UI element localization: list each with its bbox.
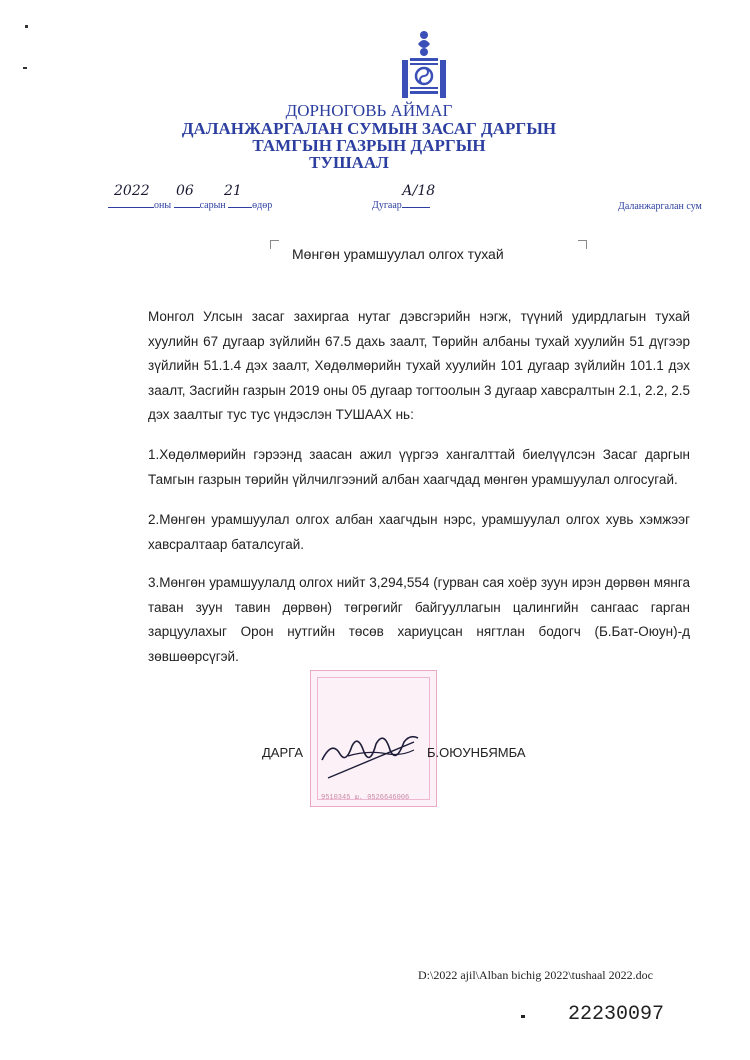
body-paragraph-1: Монгол Улсын засаг захиргаа нутаг дэвсгэрийн нэгж, түүний удирдлагын тухай хуулийн 67 дугаар зүйлийн 67.5 дахь заалт, Төрийн албаны тухай хуулийн 51 дүгээр зүйлийн 51.1.4 дэх заалт, Хөдөлмөрийн тухай хуулийн 101 дугаар зүйлийн 101.1 дэх заалт, Засгийн газрын 2019 оны 05 дугаар тогтоолын 3 дугаар хавсралтын 2.1, 2.2, 2.5 дэх заалтыг тус тус үндэслэн ТУШААХ нь: xyxy=(148,309,690,422)
title-corner xyxy=(578,240,587,249)
number-line xyxy=(372,183,436,211)
handwritten-signature-icon xyxy=(318,720,428,790)
soyombo-emblem-icon xyxy=(400,30,448,100)
date-day: 21 xyxy=(224,183,242,199)
header-department: ТАМГЫН ГАЗРЫН ДАРГЫН xyxy=(252,136,486,155)
date-year: 2022 xyxy=(114,183,150,199)
date-line xyxy=(108,183,273,211)
stamp-number: 9510345 ш. 0526646006 xyxy=(321,794,410,802)
place-label: Даланжаргалан сум xyxy=(618,201,702,212)
body-paragraph-3: 2.Мөнгөн урамшуулал олгох албан хаагчдын нэрс, урамшуулал олгох хувь хэмжээг хавсралтаар баталсугай. xyxy=(148,512,690,552)
order-number: А/18 xyxy=(402,183,436,199)
number-label: Дугаар xyxy=(372,200,402,211)
signer-role: ДАРГА xyxy=(262,745,303,760)
document-serial: 22230097 xyxy=(568,1003,665,1026)
scan-mark xyxy=(25,25,28,28)
signer-name: Б.ОЮУНБЯМБА xyxy=(427,745,526,760)
scan-mark xyxy=(23,67,27,69)
month-suffix: сарын xyxy=(199,200,226,211)
file-path: D:\2022 ajil\Alban bichig 2022\tushaal 2022.doc xyxy=(418,968,653,982)
year-suffix: оны xyxy=(154,200,172,211)
header-aimag: ДОРНОГОВЬ АЙМАГ xyxy=(285,101,453,120)
body-paragraph-2: 1.Хөдөлмөрийн гэрээнд заасан ажил үүргээ хангалттай биелүүлсэн Засаг даргын Тамгын газрын төрийн үйлчилгээний албан хаагчдад мөнгөн урамшуулал олгосугай. xyxy=(148,447,690,487)
body-paragraph-4: 3.Мөнгөн урамшуулалд олгох нийт 3,294,554 (гурван сая хоёр зуун ирэн дөрвөн мянга таван зуун тавин дөрвөн) төгрөгийг байгууллагын цалингийн сангаас гарган зарцуулахыг Орон нутгийн төсөв хариуцсан нягтлан бодогч (Б.Бат-Оюун)-д зөвшөөрсүгэй. xyxy=(148,575,690,664)
document-title: Мөнгөн урамшуулал олгох тухай xyxy=(292,246,504,262)
header-doc-type: ТУШААЛ xyxy=(309,153,389,172)
title-corner xyxy=(270,240,279,249)
serial-prefix-mark xyxy=(521,1015,525,1018)
date-month: 06 xyxy=(176,183,194,199)
header-office: ДАЛАНЖАРГАЛАН СУМЫН ЗАСАГ ДАРГЫН xyxy=(181,119,557,138)
day-suffix: өдөр xyxy=(252,200,273,211)
